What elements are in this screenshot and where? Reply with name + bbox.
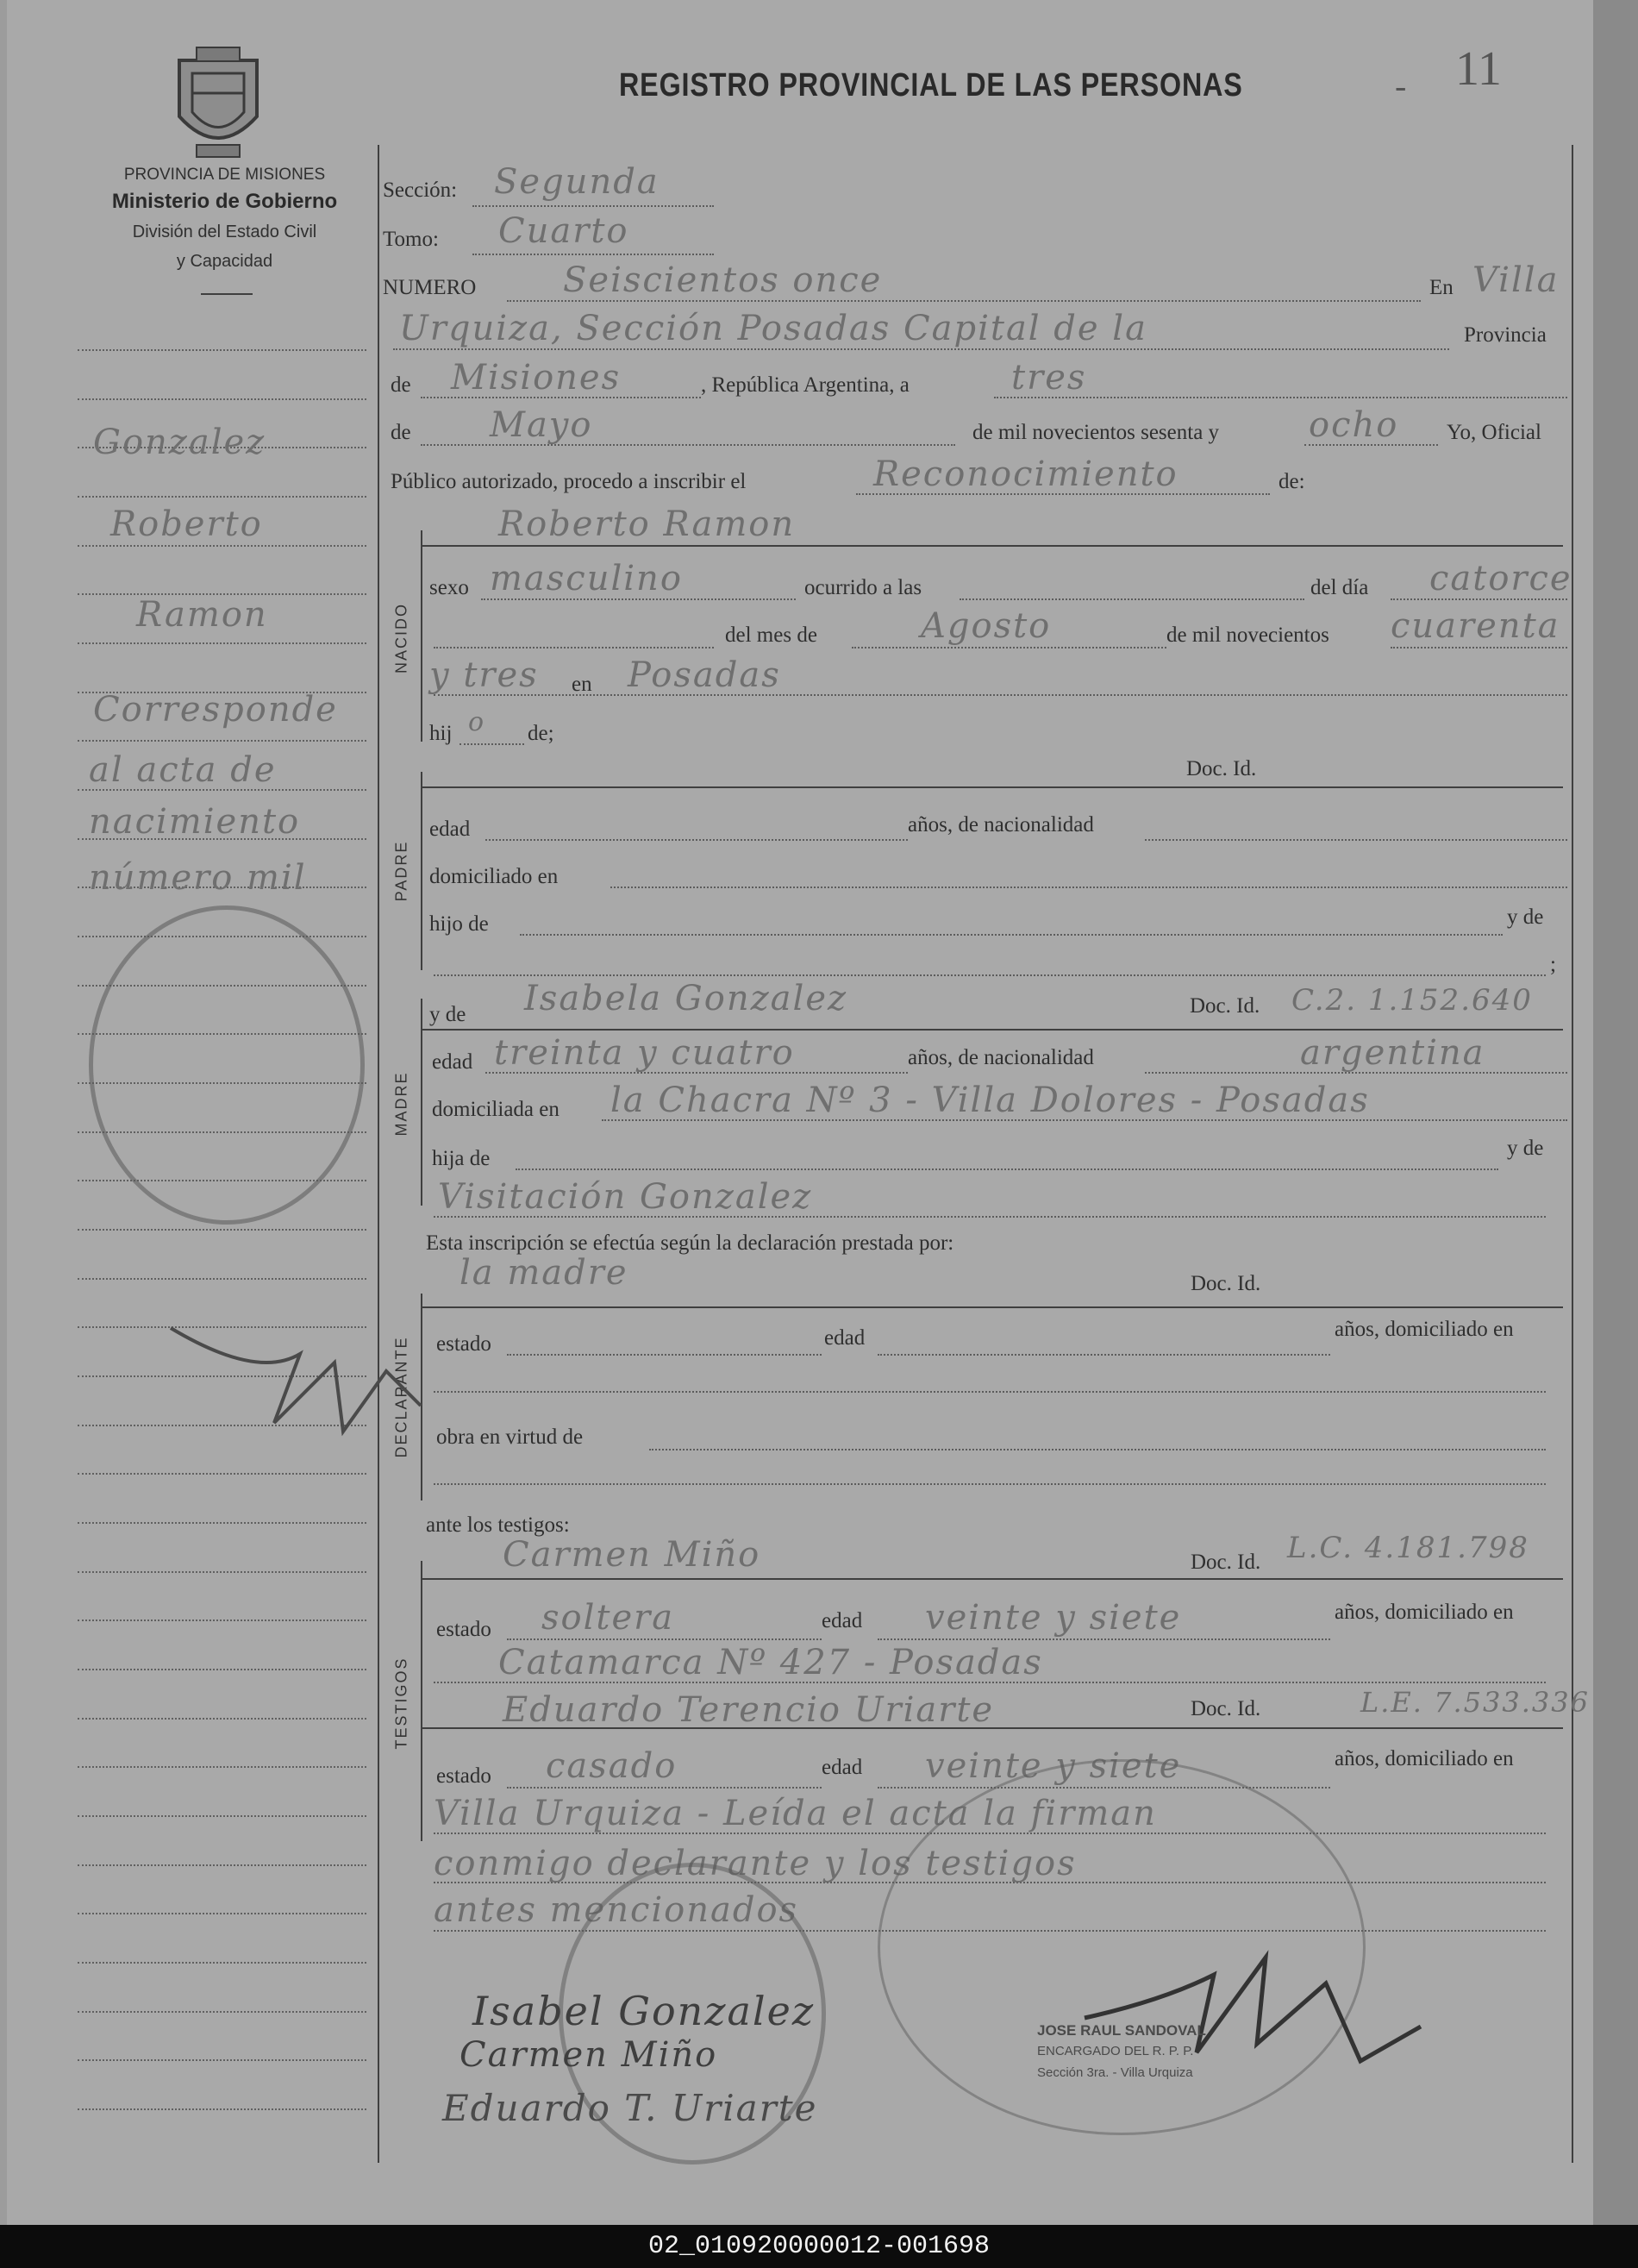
madre-name-value: Isabela Gonzalez [524, 979, 848, 1018]
signature-witness-2: Eduardo T. Uriarte [442, 2087, 818, 2129]
testigo1-doc-value: L.C. 4.181.798 [1287, 1531, 1529, 1565]
nacido-dia-value: catorce [1429, 559, 1572, 598]
official-office: Sección 3ra. - Villa Urquiza [1037, 2065, 1193, 2080]
madre-edad-label: edad [432, 1050, 473, 1074]
mes-value: Mayo [490, 405, 593, 445]
hij-de-label: de; [528, 722, 554, 745]
madre-y-de: y de [1507, 1137, 1544, 1160]
hij-value: o [468, 707, 486, 737]
org-division: División del Estado Civil [132, 222, 317, 241]
testigo1-estado-label: estado [436, 1618, 491, 1641]
testigo1-anios-label: años, domiciliado en [1335, 1601, 1514, 1624]
publico-label: Público autorizado, procedo a inscribir el [391, 470, 747, 493]
madre-domicilio-value: la Chacra Nº 3 - Villa Dolores - Posadas [610, 1081, 1370, 1120]
declarante-name-value: la madre [460, 1253, 628, 1293]
coat-of-arms-icon [166, 43, 270, 164]
oficial-label: Yo, Oficial [1447, 421, 1541, 444]
acto-value: Reconocimiento [873, 454, 1178, 494]
del-dia-label: del día [1310, 576, 1369, 599]
nacido-anio-value-2: y tres [429, 655, 539, 695]
testigo2-anios-label: años, domiciliado en [1335, 1747, 1514, 1770]
hij-label: hij [429, 722, 453, 745]
testigo2-edad-value: veinte y siete [925, 1746, 1182, 1786]
madre-nacionalidad-label: años, de nacionalidad [908, 1046, 1094, 1069]
anio-value: ocho [1309, 405, 1399, 445]
margin-note-line: al acta de [89, 750, 277, 790]
padre-nacionalidad-label: años, de nacionalidad [908, 813, 1094, 836]
en-lugar-label: en [572, 673, 592, 696]
testigos-intro-label: ante los testigos: [426, 1513, 570, 1537]
testigo1-edad-value: veinte y siete [925, 1598, 1182, 1638]
place-value: Urquiza, Sección Posadas Capital de la [399, 309, 1147, 348]
testigo1-estado-value: soltera [541, 1598, 675, 1638]
scan-caption: 02_010920000012-001698 [647, 2232, 991, 2261]
nacido-mes-value: Agosto [921, 606, 1052, 646]
official-title: ENCARGADO DEL R. P. P. [1037, 2044, 1194, 2058]
registry-sheet [7, 0, 1593, 2225]
testigo2-name-value: Eduardo Terencio Uriarte [503, 1690, 995, 1730]
testigo2-domicilio-value: Villa Urquiza - Leída el acta la firman [434, 1794, 1157, 1833]
margin-note-line: nacimiento [89, 802, 301, 842]
page-edge [1593, 0, 1638, 2225]
madre-section-label: MADRE [392, 1071, 410, 1137]
dia-value: tres [1011, 358, 1087, 398]
margin-note-line: Gonzalez [93, 423, 266, 462]
title-dash: - [1395, 66, 1407, 105]
madre-edad-value: treinta y cuatro [494, 1033, 795, 1073]
nacido-bracket [421, 530, 422, 742]
en-value: Villa [1472, 260, 1560, 300]
ocurrido-label: ocurrido a las [804, 576, 922, 599]
nacido-name-value: Roberto Ramon [498, 504, 796, 544]
sexo-label: sexo [429, 576, 469, 599]
closing-line-1: conmigo declarante y los testigos [434, 1844, 1077, 1883]
nacido-anio-value: cuarenta [1391, 606, 1560, 646]
declarante-doc-label: Doc. Id. [1191, 1272, 1261, 1295]
numero-label: NUMERO [383, 276, 477, 299]
declarante-edad-label: edad [824, 1326, 866, 1350]
declarante-obra-label: obra en virtud de [436, 1425, 584, 1449]
lugar-value: Posadas [628, 655, 781, 695]
tomo-value: Cuarto [498, 211, 629, 251]
testigo1-domicilio-value: Catamarca Nº 427 - Posadas [498, 1643, 1043, 1682]
madre-domiciliada-label: domiciliada en [432, 1098, 560, 1121]
closing-line-2: antes mencionados [434, 1890, 799, 1930]
madre-nacionalidad-value: argentina [1300, 1033, 1485, 1073]
padre-section-label: PADRE [392, 840, 410, 902]
testigo2-doc-label: Doc. Id. [1191, 1697, 1261, 1720]
testigo1-edad-label: edad [822, 1609, 863, 1632]
mil-label: de mil novecientos sesenta y [972, 421, 1220, 444]
provincia-value: Misiones [451, 358, 622, 398]
provincia-label: Provincia [1464, 323, 1547, 347]
del-mes-label: del mes de [725, 623, 817, 647]
de-label: de [391, 373, 411, 397]
org-province: PROVINCIA DE MISIONES [123, 166, 326, 184]
padre-bracket [421, 772, 422, 970]
madre-hija-label: hija de [432, 1147, 491, 1170]
padre-edad-label: edad [429, 818, 471, 841]
padre-hijo-label: hijo de [429, 912, 489, 936]
madre-doc-label: Doc. Id. [1190, 994, 1260, 1018]
signature-witness-1: Carmen Miño [460, 2035, 718, 2075]
madre-padres-value: Visitación Gonzalez [438, 1177, 813, 1217]
margin-note-line: Roberto [110, 504, 263, 544]
seccion-value: Segunda [494, 162, 660, 202]
sexo-value: masculino [490, 559, 683, 598]
official-name: JOSE RAUL SANDOVAL [1037, 2022, 1206, 2039]
nacido-section-label: NACIDO [392, 602, 410, 674]
margin-scribble-icon [162, 1276, 438, 1449]
signature-mother: Isabel Gonzalez [472, 1988, 816, 2034]
testigos-bracket [421, 1561, 422, 1841]
madre-doc-value: C.2. 1.152.640 [1291, 983, 1533, 1018]
testigo2-estado-value: casado [546, 1746, 678, 1786]
padre-doc-label: Doc. Id. [1186, 757, 1257, 780]
margin-note-line: número mil [89, 858, 307, 898]
en-label: En [1429, 276, 1454, 299]
form-left-border [378, 145, 379, 2163]
testigo1-doc-label: Doc. Id. [1191, 1551, 1261, 1574]
testigo2-doc-value: L.E. 7.533.336 [1360, 1686, 1590, 1719]
form-right-border [1572, 145, 1573, 2163]
declarante-anios-label: años, domiciliado en [1335, 1318, 1514, 1341]
margin-note-line: Ramon [136, 595, 268, 635]
margin-seal-stamp [89, 905, 365, 1225]
org-rule [201, 293, 253, 295]
madre-y-de-label: y de [429, 1003, 466, 1026]
testigo1-name-value: Carmen Miño [503, 1535, 761, 1575]
de-colon: de: [1279, 470, 1305, 493]
de-label-2: de [391, 421, 411, 444]
margin-note-line: Corresponde [93, 690, 338, 730]
testigo2-edad-label: edad [822, 1756, 863, 1779]
testigo2-estado-label: estado [436, 1764, 491, 1788]
org-ministry: Ministerio de Gobierno [111, 190, 338, 213]
org-capacity: y Capacidad [176, 252, 273, 271]
padre-y-de: y de [1507, 905, 1544, 929]
padre-semicolon: ; [1550, 953, 1556, 976]
declarante-estado-label: estado [436, 1332, 491, 1356]
republica-label: , República Argentina, a [701, 373, 910, 397]
page-title: REGISTRO PROVINCIAL DE LAS PERSONAS [619, 67, 1243, 103]
padre-domiciliado-label: domiciliado en [429, 865, 559, 888]
mil-novecientos-label: de mil novecientos [1166, 623, 1329, 647]
scan-footer [0, 2225, 1638, 2268]
declarante-section-label: DECLARANTE [392, 1336, 410, 1458]
declarante-intro-label: Esta inscripción se efectúa según la declaración prestada por: [426, 1231, 954, 1255]
seccion-label: Sección: [383, 179, 458, 202]
page-number: 11 [1455, 42, 1502, 96]
tomo-label: Tomo: [383, 228, 439, 251]
testigos-section-label: TESTIGOS [392, 1657, 410, 1750]
numero-value: Seiscientos once [563, 260, 883, 300]
